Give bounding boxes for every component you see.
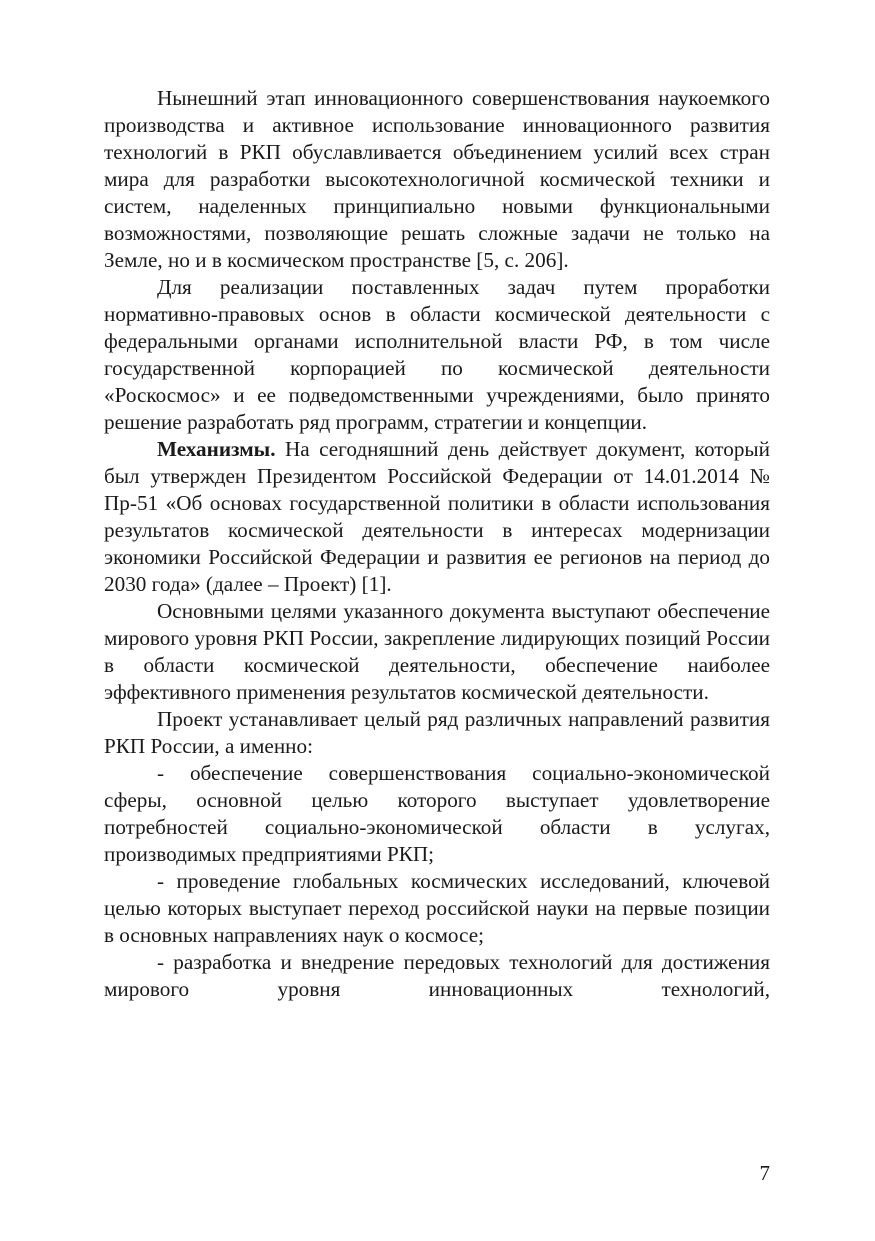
- mechanisms-heading: Механизмы.: [157, 437, 276, 461]
- list-item-advanced-technologies: - разработка и внедрение передовых технологий для достижения мирового уровня инновационных технологий,: [104, 950, 770, 1001]
- paragraph-current-stage: Нынешний этап инновационного совершенствования наукоемкого производства и активное использование инновационного развития технологий в РКП обуславливается объединением усилий всех стран мира для разработки высокотехнологичной космической техники и систем, наделенных принципиально новыми функциональными возможностями, позволяющие решать сложные задачи не только на Земле, но и в космическом пространстве [5, с. 206].: [104, 86, 770, 272]
- body-text: [104, 85, 770, 1003]
- list-item-socio-economic: - обеспечение совершенствования социально-экономической сферы, основной целью которого выступает удовлетворение потребностей социально-экономической области в услугах, производимых предприятиями РКП;: [104, 761, 770, 866]
- paragraph-regulatory-basis: Для реализации поставленных задач путем проработки нормативно-правовых основ в области космической деятельности с федеральными органами исполнительной власти РФ, в том числе государственной корпорацией по космической деятельности «Роскосмос» и ее подведомственными учреждениями, было принято решение разработать ряд программ, стратегии и концепции.: [104, 275, 770, 434]
- page-number: 7: [759, 1161, 770, 1185]
- paragraph-main-goals: Основными целями указанного документа выступают обеспечение мирового уровня РКП России, закрепление лидирующих позиций России в области космической деятельности, обеспечение наиболее эффективного применения результатов космической деятельности.: [104, 599, 770, 704]
- paragraph-mechanisms: [104, 436, 770, 598]
- mechanisms-text: На сегодняшний день действует документ, который был утвержден Президентом Российской Федерации от 14.01.2014 № Пр-51 «Об основах государственной политики в области использования результатов космической деятельности в интересах модернизации экономики Российской Федерации и развития ее регионов на период до 2030 года» (далее – Проект) [1].: [104, 437, 770, 596]
- paragraph-directions-intro: Проект устанавливает целый ряд различных направлений развития РКП России, а именно:: [104, 707, 770, 758]
- list-item-space-research: - проведение глобальных космических исследований, ключевой целью которых выступает переход российской науки на первые позиции в основных направлениях наук о космосе;: [104, 869, 770, 947]
